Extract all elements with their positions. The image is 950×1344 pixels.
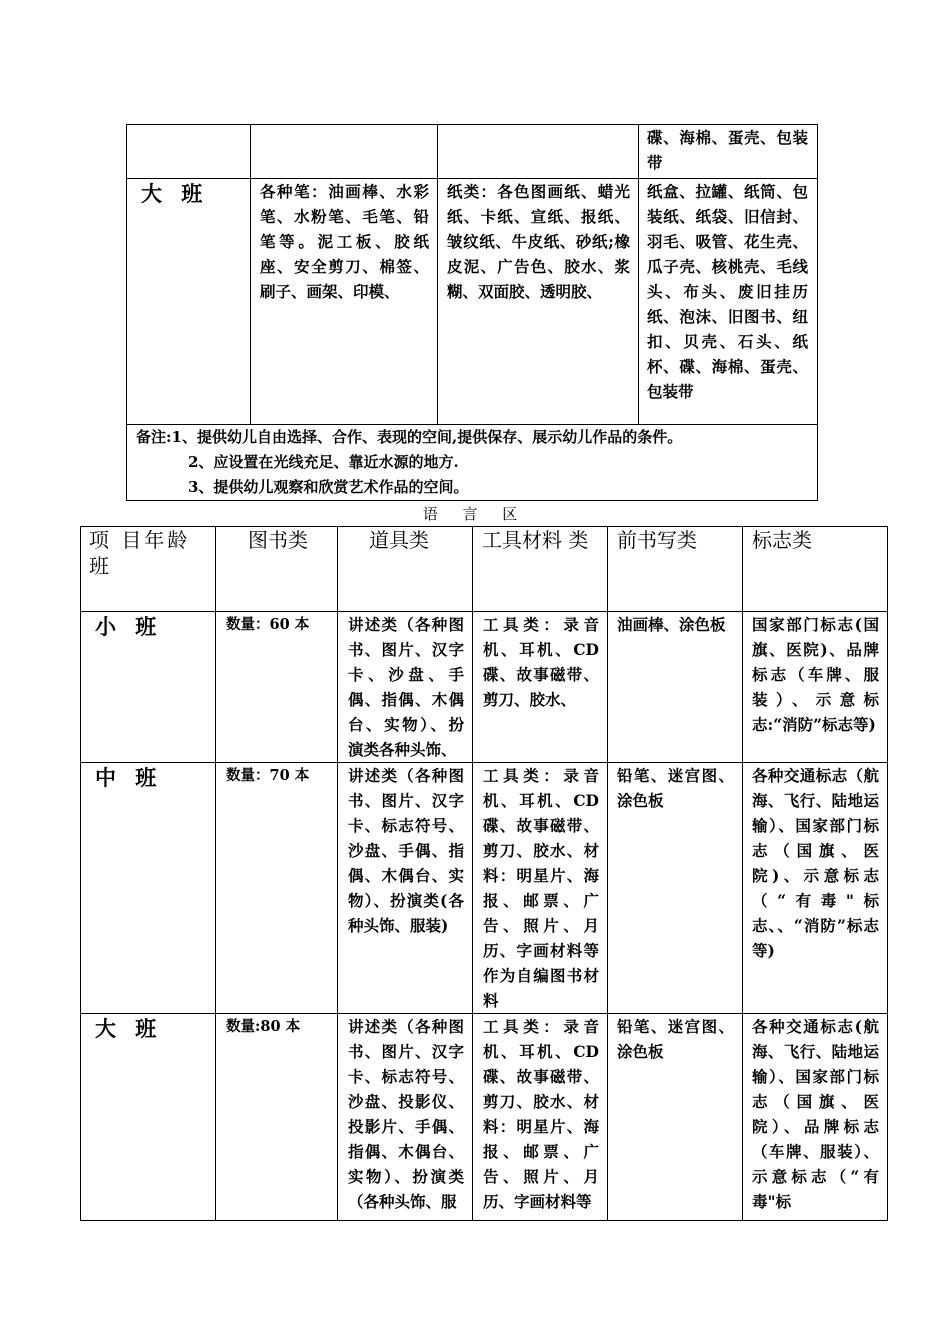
books-text: 数量:80 本	[226, 1018, 301, 1035]
header-books	[216, 527, 338, 612]
cont-waste-text: 碟、海棉、蛋壳、包装带	[647, 128, 808, 172]
paper-text: 纸类：各色图画纸、蜡光纸、卡纸、宣纸、报纸、皱纹纸、牛皮纸、砂纸;橡皮泥、广告色、胶水、浆糊、双面胶、透明胶、	[447, 182, 630, 301]
props-text: 讲述类（各种图书、图片、汉字卡、标志符号、沙盘、投影仪、投影片、手偶、指偶、木偶台、实物）、扮演类（各种头饰、服	[348, 1017, 464, 1211]
cont-tools-cell	[251, 125, 438, 179]
tools-text: 工具类：录音机、耳机、CD 碟、故事磁带、剪刀、胶水、材料：明星片、海报、邮票、广告、照片、月历、字画材料等作为自编图书材料	[483, 766, 599, 1010]
grade-label: 中 班	[95, 765, 163, 790]
art-area-table	[126, 124, 818, 501]
table-row	[81, 1014, 888, 1221]
note-line-1: 备注:1、提供幼儿自由选择、合作、表现的空间,提供保存、展示幼儿作品的条件。	[136, 428, 683, 446]
signs-text: 各种交通标志(航海、飞行、陆地运输）、国家部门标志（国旗、医院）、品牌标志（车牌、服装）、示意标志（“有毒"标	[752, 1017, 879, 1211]
header-tools-text: 工具材料 类	[482, 528, 589, 552]
big-class-tools-cell	[251, 179, 438, 425]
tools-text: 各种笔：油画棒、水彩笔、水粉笔、毛笔、铅笔等。泥工板、胶纸座、安全剪刀、棉签、刷子、画架、印模、	[260, 182, 429, 301]
header-writing-text: 前书写类	[617, 528, 697, 552]
grade-label: 大 班	[95, 1016, 163, 1041]
table-row	[81, 763, 888, 1014]
header-signs-text: 标志类	[752, 528, 812, 552]
header-signs	[743, 527, 888, 612]
header-writing	[608, 527, 743, 612]
props-text: 讲述类（各种图书、图片、汉字卡、标志符号、沙盘、手偶、指偶、木偶台、实物）、扮演类(各种头饰、服装)	[348, 766, 464, 935]
props-cell	[338, 1014, 473, 1221]
cont-waste-cell	[639, 125, 818, 179]
language-area-title: 语 言 区	[422, 505, 528, 523]
tools-text: 工具类：录音机、耳机、CD 碟、故事磁带、剪刀、胶水、材料：明星片、海报、邮票、广告、照片、月历、字画材料等	[483, 1017, 599, 1211]
writing-cell	[608, 612, 743, 763]
big-class-paper-cell	[438, 179, 639, 425]
signs-cell	[743, 612, 888, 763]
grade-cell	[81, 763, 216, 1014]
grade-cell	[81, 1014, 216, 1221]
tools-cell	[473, 612, 608, 763]
writing-cell	[608, 763, 743, 1014]
signs-text: 各种交通标志（航海、飞行、陆地运输）、国家部门标志（国旗、医院)、示意标志（“有毒"标志、、“消防”标志等)	[752, 766, 879, 960]
signs-text: 国家部门标志(国旗、医院)、品牌标志（车牌、服装）、示意标志:“消防”标志等)	[752, 615, 879, 734]
grade-cell	[81, 612, 216, 763]
header-books-text: 图书类	[248, 528, 308, 552]
big-class-waste-cell	[639, 179, 818, 425]
grade-label: 小 班	[95, 614, 163, 639]
header-age-text: 项 目年龄班	[89, 528, 191, 578]
language-area-table	[80, 526, 888, 1221]
cont-grade-cell	[127, 125, 251, 179]
writing-cell	[608, 1014, 743, 1221]
grade-label: 大 班	[141, 181, 209, 206]
writing-text: 铅笔、迷宫图、涂色板	[617, 766, 734, 810]
books-text: 数量：60 本	[226, 616, 310, 633]
books-cell	[216, 612, 338, 763]
header-props-text: 道具类	[369, 528, 429, 552]
books-cell	[216, 763, 338, 1014]
waste-text: 纸盒、拉罐、纸筒、包装纸、纸袋、旧信封、羽毛、吸管、花生壳、瓜子壳、核桃壳、毛线头、布头、废旧挂历纸、泡沫、旧图书、纽扣、贝壳、石头、纸杯、碟、海棉、蛋壳、包装带	[647, 182, 808, 401]
books-text: 数量：70 本	[226, 767, 310, 784]
signs-cell	[743, 1014, 888, 1221]
writing-text: 铅笔、迷宫图、涂色板	[617, 1017, 734, 1061]
props-cell	[338, 612, 473, 763]
note-line-2: 2、应设置在光线充足、靠近水源的地方.	[188, 453, 459, 471]
header-tools	[473, 527, 608, 612]
big-class-grade-cell	[127, 179, 251, 425]
signs-cell	[743, 763, 888, 1014]
props-cell	[338, 763, 473, 1014]
cont-paper-cell	[438, 125, 639, 179]
table-row	[81, 612, 888, 763]
header-props	[338, 527, 473, 612]
tools-text: 工具类：录音机、耳机、CD 碟、故事磁带、剪刀、胶水、	[483, 615, 599, 709]
books-cell	[216, 1014, 338, 1221]
header-age	[81, 527, 216, 612]
props-text: 讲述类（各种图书、图片、汉字卡、沙盘、手偶、指偶、木偶台、实物）、扮演类各种头饰、	[348, 615, 464, 759]
writing-text: 油画棒、涂色板	[617, 615, 726, 634]
tools-cell	[473, 763, 608, 1014]
note-line-3: 3、提供幼儿观察和欣赏艺术作品的空间。	[188, 478, 469, 496]
tools-cell	[473, 1014, 608, 1221]
notes-cell	[127, 425, 818, 501]
